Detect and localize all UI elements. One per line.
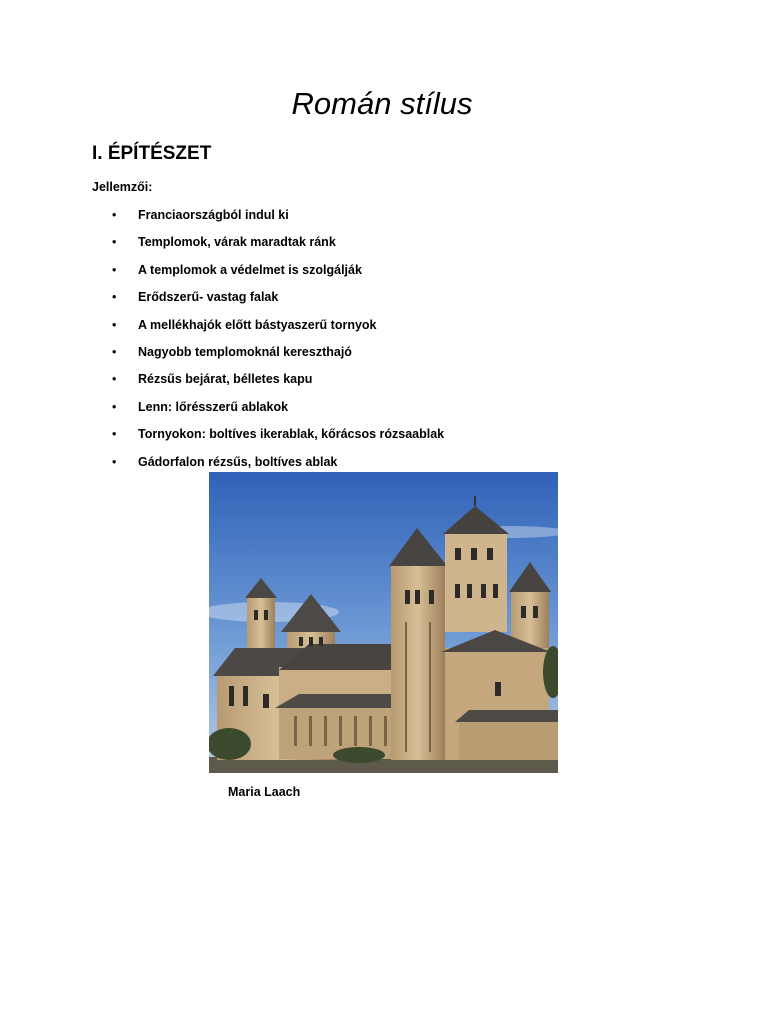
page-title: Román stílus <box>291 86 473 121</box>
section-heading: I. ÉPÍTÉSZET <box>92 143 212 164</box>
list-item-text: A templomok a védelmet is szolgálják <box>138 262 362 277</box>
list-item-text: Nagyobb templomoknál kereszthajó <box>138 344 352 359</box>
bullet-icon: • <box>112 454 117 469</box>
list-item <box>110 370 444 397</box>
list-item <box>110 343 444 370</box>
list-item-text: A mellékhajók előtt bástyaszerű tornyok <box>138 317 377 332</box>
feature-list <box>110 206 444 480</box>
list-item-text: Templomok, várak maradtak ránk <box>138 235 336 250</box>
list-item <box>110 288 444 315</box>
list-item-text: Rézsűs bejárat, bélletes kapu <box>138 372 313 387</box>
list-item <box>110 233 444 260</box>
bullet-icon: • <box>112 399 117 414</box>
list-item <box>110 425 444 452</box>
list-lead: Jellemzői: <box>92 180 153 194</box>
list-item-text: Erődszerű- vastag falak <box>138 290 279 305</box>
list-item <box>110 316 444 343</box>
figure-caption: Maria Laach <box>228 785 301 799</box>
bullet-icon: • <box>112 372 117 387</box>
bullet-icon: • <box>112 317 117 332</box>
bullet-icon: • <box>112 235 117 250</box>
list-item <box>110 206 444 233</box>
list-item-text: Franciaországból indul ki <box>138 208 289 222</box>
list-item <box>110 261 444 288</box>
abbey-photo <box>209 472 558 773</box>
bullet-icon: • <box>112 208 117 222</box>
bullet-icon: • <box>112 427 117 442</box>
list-item-text: Tornyokon: boltíves ikerablak, kőrácsos rózsaablak <box>138 427 445 442</box>
bullet-icon: • <box>112 344 117 359</box>
bullet-icon: • <box>112 262 117 277</box>
bullet-icon: • <box>112 290 117 305</box>
list-item-text: Gádorfalon rézsűs, boltíves ablak <box>138 454 338 469</box>
list-item-text: Lenn: lőrésszerű ablakok <box>138 399 289 414</box>
list-item <box>110 398 444 425</box>
